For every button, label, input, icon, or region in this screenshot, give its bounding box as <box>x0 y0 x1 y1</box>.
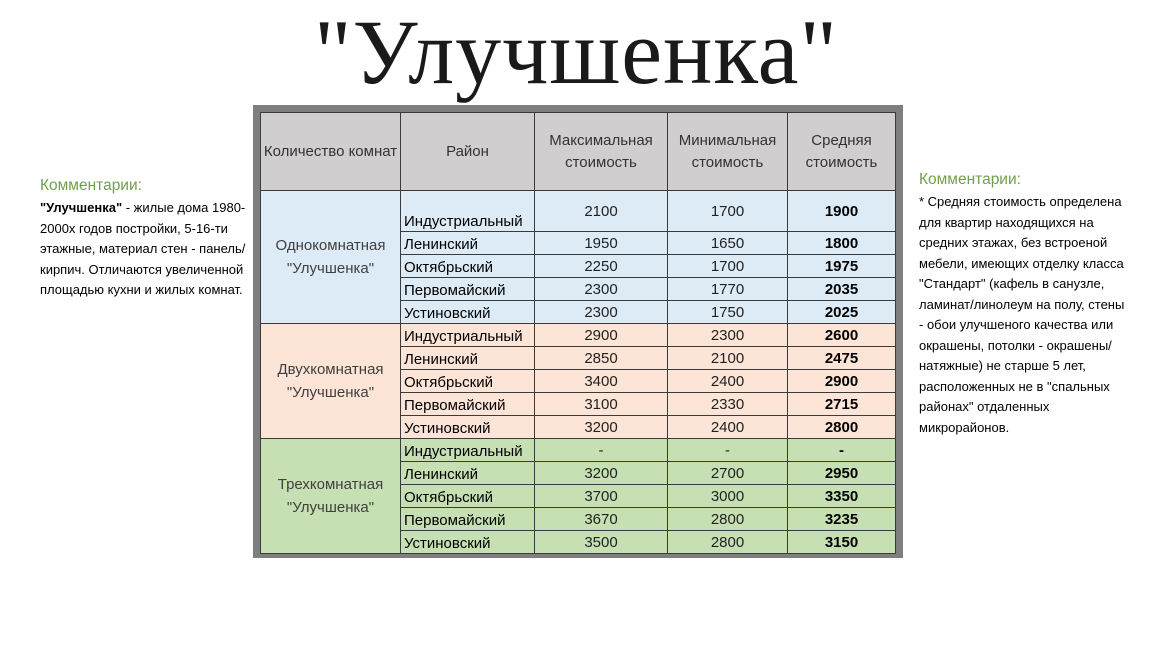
max-price-cell: 2850 <box>535 347 668 370</box>
price-table <box>260 112 896 554</box>
district-cell: Первомайский <box>401 508 535 531</box>
min-price-cell: 2800 <box>668 531 788 554</box>
min-price-cell: 1770 <box>668 278 788 301</box>
min-price-cell: 3000 <box>668 485 788 508</box>
table-header-row <box>261 113 896 191</box>
avg-price-cell: 2800 <box>788 416 896 439</box>
table-row <box>261 324 896 347</box>
district-cell: Первомайский <box>401 278 535 301</box>
table-row <box>261 191 896 232</box>
max-price-cell: - <box>535 439 668 462</box>
price-table-frame <box>253 105 903 558</box>
avg-price-cell: 2025 <box>788 301 896 324</box>
right-comment-heading: Комментарии: <box>919 171 1021 188</box>
district-cell: Октябрьский <box>401 370 535 393</box>
header-rooms: Количество комнат <box>261 113 401 191</box>
min-price-cell: 2300 <box>668 324 788 347</box>
min-price-cell: 2700 <box>668 462 788 485</box>
avg-price-cell: 1975 <box>788 255 896 278</box>
left-comment-body <box>40 198 255 301</box>
min-price-cell: 2800 <box>668 508 788 531</box>
min-price-cell: 1750 <box>668 301 788 324</box>
min-price-cell: 1700 <box>668 255 788 278</box>
district-cell: Устиновский <box>401 531 535 554</box>
header-avg-price: Средняя стоимость <box>788 113 896 191</box>
district-cell: Индустриальный <box>401 324 535 347</box>
max-price-cell: 2300 <box>535 278 668 301</box>
max-price-cell: 3100 <box>535 393 668 416</box>
header-district: Район <box>401 113 535 191</box>
avg-price-cell: 1900 <box>788 191 896 232</box>
avg-price-cell: 2950 <box>788 462 896 485</box>
max-price-cell: 2250 <box>535 255 668 278</box>
max-price-cell: 3500 <box>535 531 668 554</box>
min-price-cell: 1650 <box>668 232 788 255</box>
district-cell: Индустриальный <box>401 439 535 462</box>
header-max-price: Максимальная стоимость <box>535 113 668 191</box>
district-cell: Ленинский <box>401 232 535 255</box>
avg-price-cell: 3350 <box>788 485 896 508</box>
avg-price-cell: 1800 <box>788 232 896 255</box>
room-type-cell: Двухкомнатная "Улучшенка" <box>261 324 401 439</box>
max-price-cell: 2300 <box>535 301 668 324</box>
max-price-cell: 2900 <box>535 324 668 347</box>
avg-price-cell: 3150 <box>788 531 896 554</box>
avg-price-cell: 2715 <box>788 393 896 416</box>
left-comment <box>40 176 255 301</box>
left-comment-text: - жилые дома 1980-2000х годов постройки, 5-16-ти этажные, материал стен - панель/кирпич. Отличаются увеличенной площадью кухни и жилых комнат. <box>40 200 246 297</box>
header-min-price: Минимальная стоимость <box>668 113 788 191</box>
min-price-cell: 2400 <box>668 370 788 393</box>
table-body <box>261 191 896 554</box>
avg-price-cell: 2035 <box>788 278 896 301</box>
right-comment-text: * Средняя стоимость определена для квартир находящихся на средних этажах, без встроеной мебели, имеющих отделку класса "Стандарт" (кафель в санузле, ламинат/линолеум на полу, стены - обои улучшеного качества или окрашены, потолки - окрашены/натяжные) не старше 5 лет, расположенных не в "спальных районах" отдаленных микрорайонов. <box>919 194 1125 435</box>
avg-price-cell: 2900 <box>788 370 896 393</box>
avg-price-cell: 2475 <box>788 347 896 370</box>
min-price-cell: 1700 <box>668 191 788 232</box>
district-cell: Ленинский <box>401 347 535 370</box>
right-comment <box>919 170 1129 438</box>
table-row <box>261 439 896 462</box>
room-type-cell: Однокомнатная "Улучшенка" <box>261 191 401 324</box>
max-price-cell: 3400 <box>535 370 668 393</box>
max-price-cell: 1950 <box>535 232 668 255</box>
avg-price-cell: - <box>788 439 896 462</box>
min-price-cell: 2100 <box>668 347 788 370</box>
district-cell: Индустриальный <box>401 191 535 232</box>
district-cell: Первомайский <box>401 393 535 416</box>
min-price-cell: 2330 <box>668 393 788 416</box>
district-cell: Устиновский <box>401 301 535 324</box>
room-type-cell: Трехкомнатная "Улучшенка" <box>261 439 401 554</box>
avg-price-cell: 3235 <box>788 508 896 531</box>
max-price-cell: 3700 <box>535 485 668 508</box>
district-cell: Октябрьский <box>401 255 535 278</box>
left-comment-term: "Улучшенка" <box>40 200 123 215</box>
district-cell: Ленинский <box>401 462 535 485</box>
page-title: "Улучшенка" <box>313 1 839 103</box>
left-comment-heading: Комментарии: <box>40 177 142 194</box>
max-price-cell: 2100 <box>535 191 668 232</box>
max-price-cell: 3200 <box>535 462 668 485</box>
district-cell: Устиновский <box>401 416 535 439</box>
min-price-cell: 2400 <box>668 416 788 439</box>
min-price-cell: - <box>668 439 788 462</box>
district-cell: Октябрьский <box>401 485 535 508</box>
max-price-cell: 3670 <box>535 508 668 531</box>
max-price-cell: 3200 <box>535 416 668 439</box>
avg-price-cell: 2600 <box>788 324 896 347</box>
